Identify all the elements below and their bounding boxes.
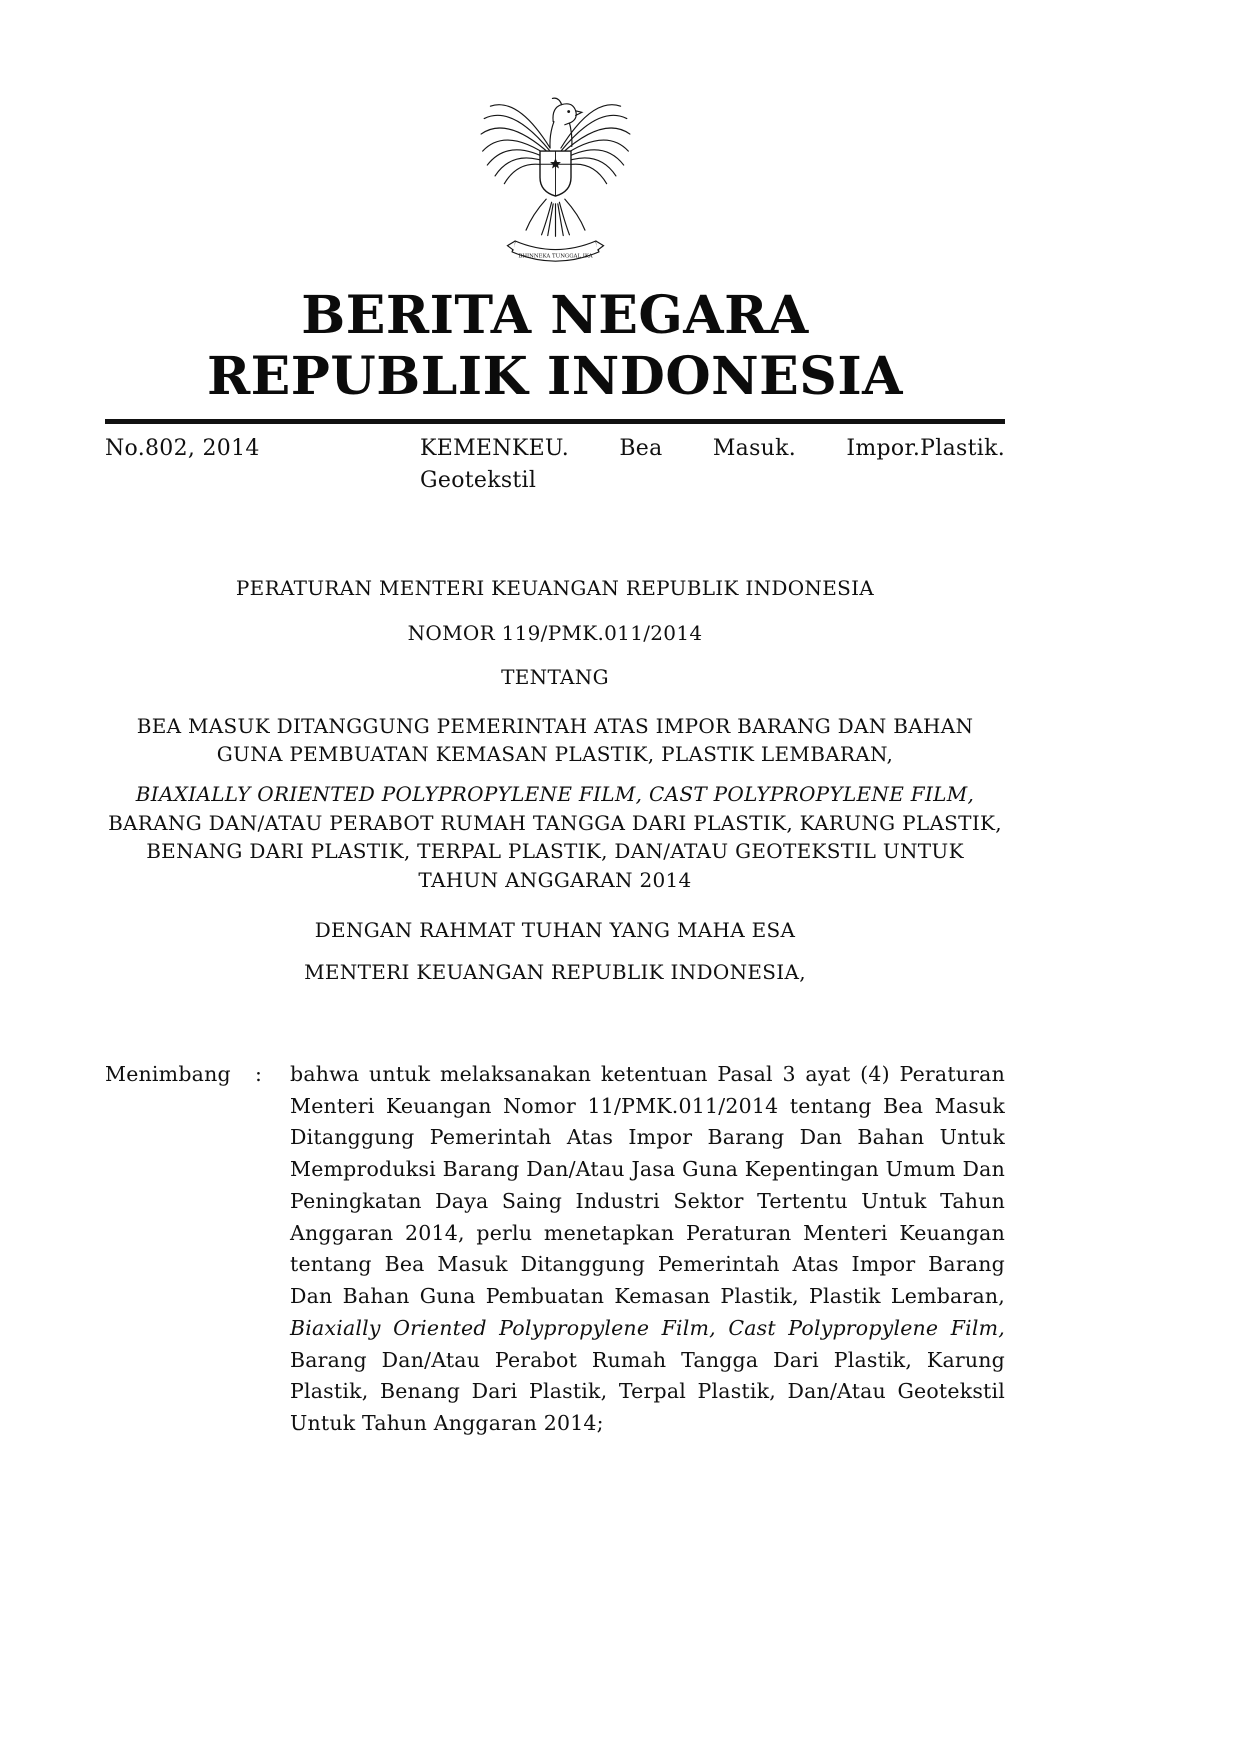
regulation-subject-caps: BEA MASUK DITANGGUNG PEMERINTAH ATAS IMPOR BARANG DAN BAHAN GUNA PEMBUATAN KEMASAN PLASTIK, PLASTIK LEMBARAN, [136, 713, 974, 766]
page-content [105, 86, 1005, 1440]
emblem-motto-text: BHINNEKA TUNGGAL IKA [517, 253, 593, 260]
regulation-tentang: TENTANG [501, 665, 609, 690]
issue-number: No.802, 2014 [105, 435, 260, 461]
considerations-text-1: bahwa untuk melaksanakan ketentuan Pasal 3 ayat (4) Peraturan Menteri Keuangan Nomor 11/PMK.011/2014 tentang Bea Masuk Ditanggung Pemerintah Atas Impor Barang Dan Bahan Untuk Memproduksi Barang Dan/Atau Jasa Guna Kepentingan Umum Dan Peningkatan Daya Saing Industri Sektor Tertentu Untuk Tahun Anggaran 2014, perlu menetapkan Peraturan Menteri Keuangan tentang Bea Masuk Ditanggung Pemerintah Atas Impor Barang Dan Bahan Guna Pembuatan Kemasan Plastik, Plastik Lembaran, [290, 1061, 1005, 1309]
masthead-divider [105, 419, 1005, 424]
considerations-text-2: Barang Dan/Atau Perabot Rumah Tangga Dari Plastik, Karung Plastik, Benang Dari Plastik, Terpal Plastik, Dan/Atau Geotekstil Untuk Tahun Anggaran 2014; [290, 1347, 1005, 1436]
gazette-title [105, 286, 1005, 408]
regulation-heading [105, 574, 1005, 986]
issue-row [105, 433, 1005, 497]
regulation-title: PERATURAN MENTERI KEUANGAN REPUBLIK INDONESIA [235, 576, 875, 601]
considerations-section [105, 1059, 1005, 1440]
garuda-pancasila-emblem [105, 86, 1005, 272]
invocation-line: DENGAN RAHMAT TUHAN YANG MAHA ESA [314, 917, 796, 942]
considerations-text-italic: Biaxially Oriented Polypropylene Film, Cast Polypropylene Film, [290, 1315, 1005, 1340]
considerations-colon: : [255, 1061, 263, 1086]
issue-subject [420, 433, 1005, 497]
authority-line: MENTERI KEUANGAN REPUBLIK INDONESIA, [304, 960, 806, 985]
regulation-number: NOMOR 119/PMK.011/2014 [407, 620, 703, 645]
regulation-subject-mixed [105, 780, 1005, 894]
gazette-title-line2: REPUBLIK INDONESIA [206, 345, 904, 407]
considerations-label: Menimbang [105, 1061, 231, 1086]
garuda-emblem-graphic [478, 86, 633, 272]
regulation-subject-italic: BIAXIALLY ORIENTED POLYPROPYLENE FILM, CAST POLYPROPYLENE FILM, [135, 782, 975, 807]
regulation-subject-rest: BARANG DAN/ATAU PERABOT RUMAH TANGGA DARI PLASTIK, KARUNG PLASTIK, BENANG DARI PLASTIK, TERPAL PLASTIK, DAN/ATAU GEOTEKSTIL UNTUK TAHUN ANGGARAN 2014 [108, 810, 1002, 892]
issue-subject-line2: Geotekstil [420, 467, 537, 493]
considerations-body [290, 1059, 1005, 1440]
gazette-title-line1: BERITA NEGARA [301, 285, 809, 346]
issue-subject-line1: KEMENKEU. Bea Masuk. Impor.Plastik. [420, 435, 1005, 461]
